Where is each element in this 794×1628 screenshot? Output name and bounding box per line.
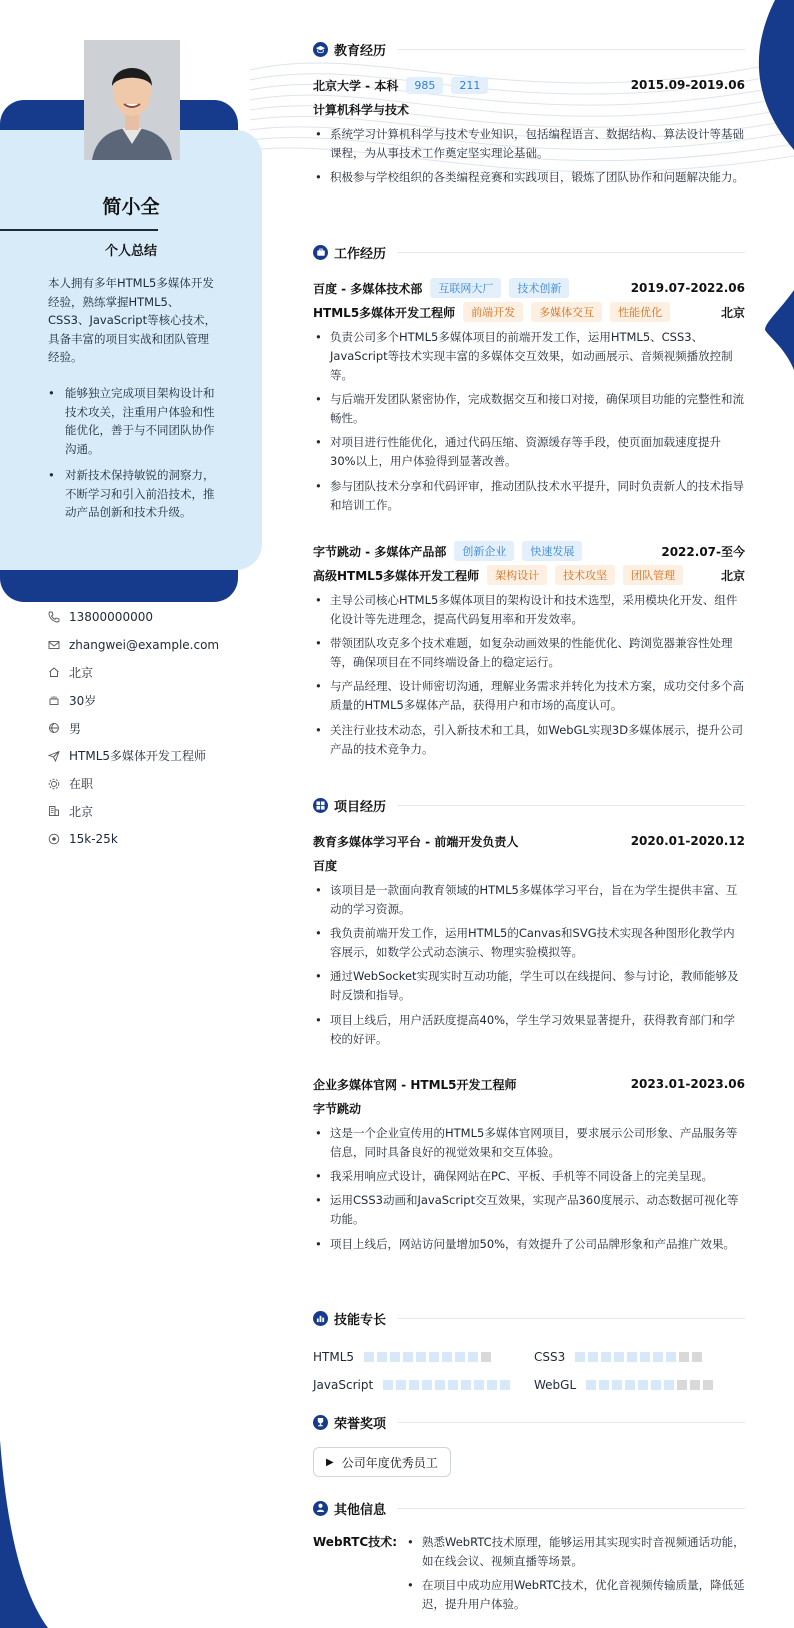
job-city: 北京 <box>720 305 745 320</box>
skill-level-square <box>390 1352 400 1362</box>
send-icon <box>48 750 60 762</box>
skill-level-square <box>468 1352 478 1362</box>
bullet-point: • 这是一个企业宣传用的HTML5多媒体官网项目，要求展示公司形象、产品服务等信息，同时具备良好的视觉效果和交互体验。 <box>313 1124 745 1162</box>
bullet-point: • 主导公司核心HTML5多媒体项目的架构设计和技术选型，采用模块化开发、组件化设计等先进理念，提高代码复用率和开发效率。 <box>313 591 745 629</box>
date-range: 2022.07-至今 <box>661 544 745 559</box>
briefcase-icon <box>313 245 328 260</box>
skill-level-square <box>429 1352 439 1362</box>
bullet-point: • 项目上线后，网站访问量增加50%，有效提升了公司品牌形象和产品推广效果。 <box>313 1235 745 1254</box>
job-title: 高级HTML5多媒体开发工程师 <box>313 568 480 583</box>
section-work <box>313 241 745 263</box>
work-entry <box>313 539 745 764</box>
skill-item <box>313 1350 494 1364</box>
contact-text: 30岁 <box>69 693 97 708</box>
tag: 211 <box>451 77 488 94</box>
work-points <box>313 328 745 515</box>
job-city: 北京 <box>720 568 745 583</box>
section-divider <box>398 1422 745 1423</box>
contact-location <box>48 659 268 687</box>
salary-icon <box>48 833 60 845</box>
bullet-point: • 对项目进行性能优化，通过代码压缩、资源缓存等手段，使页面加载速度提升30%以上，用户体验得到显著改善。 <box>313 433 745 471</box>
date-range: 2020.01-2020.12 <box>630 834 745 848</box>
skill-item <box>534 1378 716 1392</box>
skill-level-square <box>664 1380 674 1390</box>
bullet-point: • 运用CSS3动画和JavaScript交互效果，实现产品360度展示、动态数据可视化等功能。 <box>313 1191 745 1229</box>
education-entry <box>313 73 745 192</box>
name-divider <box>0 229 158 231</box>
skill-level-square <box>396 1380 406 1390</box>
bullet-point: • 与产品经理、设计师密切沟通，理解业务需求并转化为技术方案，成功交付多个高质量的HTML5多媒体产品，获得用户和市场的高度认可。 <box>313 677 745 715</box>
contact-text: 15k-25k <box>69 832 118 847</box>
status-icon <box>48 778 60 790</box>
contact-text: 男 <box>69 721 82 736</box>
skill-level-square <box>640 1352 650 1362</box>
tag: 技术攻坚 <box>555 565 615 585</box>
skill-level-square <box>403 1352 413 1362</box>
summary-point: • 能够独立完成项目架构设计和技术攻关，注重用户体验和性能优化，善于与不同团队协作沟通。 <box>48 384 218 458</box>
summary-point: • 对新技术保持敏锐的洞察力，不断学习和引入前沿技术，推动产品创新和技术升级。 <box>48 466 218 522</box>
section-other <box>313 1497 745 1519</box>
skill-level-square <box>500 1380 510 1390</box>
contact-age <box>48 686 268 714</box>
skill-level-square <box>612 1380 622 1390</box>
skill-level-square <box>461 1380 471 1390</box>
section-awards <box>313 1411 745 1433</box>
age-icon <box>48 694 60 706</box>
bullet-point: • 积极参与学校组织的各类编程竞赛和实践项目，锻炼了团队协作和问题解决能力。 <box>313 168 745 187</box>
skill-level-square <box>653 1352 663 1362</box>
skill-level-square <box>586 1380 596 1390</box>
summary-points <box>48 384 218 530</box>
skill-level-square <box>666 1352 676 1362</box>
contact-text: 北京 <box>69 665 94 680</box>
skill-level-square <box>627 1352 637 1362</box>
section-title: 教育经历 <box>334 43 387 59</box>
section-title: 技能专长 <box>334 1312 387 1328</box>
contact-work-city <box>48 798 268 826</box>
tag: 前端开发 <box>463 302 523 322</box>
section-title: 项目经历 <box>334 799 387 815</box>
skill-level-square <box>416 1352 426 1362</box>
bullet-point: • 系统学习计算机科学与技术专业知识，包括编程语言、数据结构、算法设计等基础课程，为从事技术工作奠定坚实理论基础。 <box>313 125 745 163</box>
graduation-cap-icon <box>313 42 328 57</box>
contact-salary <box>48 825 268 853</box>
section-title: 荣誉奖项 <box>334 1416 387 1432</box>
skill-level-square <box>601 1352 611 1362</box>
major: 计算机科学与技术 <box>313 102 410 117</box>
bullet-point: • 我采用响应式设计，确保网站在PC、平板、手机等不同设备上的完美呈现。 <box>313 1167 745 1186</box>
tag: 多媒体交互 <box>531 302 602 322</box>
tag: 架构设计 <box>487 565 547 585</box>
avatar <box>84 40 180 160</box>
bullet-point: • 项目上线后，用户活跃度提高40%，学生学习效果显著提升，获得教育部门和学校的好评。 <box>313 1011 745 1049</box>
skill-level-square <box>377 1352 387 1362</box>
section-divider <box>398 1508 745 1509</box>
section-projects <box>313 794 745 816</box>
trophy-icon <box>313 1415 328 1430</box>
skill-level-square <box>474 1380 484 1390</box>
skill-level-square <box>679 1352 689 1362</box>
date-range: 2015.09-2019.06 <box>630 78 745 92</box>
bullet-point: • 在项目中成功应用WebRTC技术，优化音视频传输质量，降低延迟，提升用户体验。 <box>405 1576 747 1614</box>
section-education <box>313 38 745 60</box>
tag: 985 <box>406 77 443 94</box>
contact-status <box>48 770 268 798</box>
bullet-point: • 参与团队技术分享和代码评审，推动团队技术水平提升，同时负责新人的技术指导和培训工作。 <box>313 477 745 515</box>
skill-level-square <box>442 1352 452 1362</box>
project-org: 百度 <box>313 858 338 873</box>
skill-name: WebGL <box>534 1378 577 1392</box>
gender-icon <box>48 722 60 734</box>
section-title: 工作经历 <box>334 246 387 262</box>
skill-level-square <box>625 1380 635 1390</box>
contact-position <box>48 742 268 770</box>
tag: 性能优化 <box>610 302 670 322</box>
mail-icon <box>48 639 60 651</box>
award-badge <box>313 1447 451 1477</box>
bullet-point: • 该项目是一款面向教育领域的HTML5多媒体学习平台，旨在为学生提供丰富、互动的学习资源。 <box>313 881 745 919</box>
skill-level-square <box>638 1380 648 1390</box>
project-entry <box>313 1072 745 1259</box>
skill-name: JavaScript <box>313 1378 374 1392</box>
project-points <box>313 881 745 1049</box>
section-skills <box>313 1307 745 1329</box>
skill-level-bar <box>575 1352 705 1362</box>
other-points <box>405 1533 747 1619</box>
award-label: 公司年度优秀员工 <box>341 1455 438 1470</box>
skill-item <box>313 1378 513 1392</box>
contact-phone <box>48 603 268 631</box>
tag: 技术创新 <box>509 278 569 298</box>
skill-level-square <box>677 1380 687 1390</box>
skill-name: HTML5 <box>313 1350 355 1364</box>
skill-level-square <box>435 1380 445 1390</box>
summary-text: 本人拥有多年HTML5多媒体开发经验，熟练掌握HTML5、CSS3、JavaScript等核心技术，具备丰富的项目实战和团队管理经验。 <box>48 276 217 364</box>
bullet-point: • 与后端开发团队紧密协作，完成数据交互和接口对接，确保项目功能的完整性和流畅性。 <box>313 390 745 428</box>
school-name: 北京大学 - 本科 <box>313 78 399 93</box>
date-range: 2023.01-2023.06 <box>630 1077 745 1091</box>
contact-text: zhangwei@example.com <box>69 637 220 652</box>
section-title: 其他信息 <box>334 1502 387 1518</box>
skill-level-square <box>614 1352 624 1362</box>
skill-level-square <box>703 1380 713 1390</box>
skill-level-square <box>588 1352 598 1362</box>
summary-title: 个人总结 <box>104 244 157 259</box>
contact-list <box>48 603 268 853</box>
skill-level-square <box>364 1352 374 1362</box>
contact-text: HTML5多媒体开发工程师 <box>69 749 207 764</box>
section-divider <box>398 1318 745 1319</box>
contact-text: 在职 <box>69 777 94 792</box>
tag: 互联网大厂 <box>430 278 501 298</box>
bullet-point: • 我负责前端开发工作，运用HTML5的Canvas和SVG技术实现各种图形化教学内容展示，如数学公式动态演示、物理实验模拟等。 <box>313 924 745 962</box>
project-org: 字节跳动 <box>313 1101 362 1116</box>
tag: 快速发展 <box>522 541 582 561</box>
other-label: WebRTC技术: <box>313 1535 398 1549</box>
contact-text: 13800000000 <box>69 609 153 624</box>
bar-chart-icon <box>313 1311 328 1326</box>
skill-level-square <box>481 1352 491 1362</box>
bullet-point: • 熟悉WebRTC技术原理，能够运用其实现实时音视频通话功能，如在线会议、视频直播等场景。 <box>405 1533 747 1571</box>
skill-level-square <box>575 1352 585 1362</box>
grid-icon <box>313 798 328 813</box>
skill-level-square <box>692 1352 702 1362</box>
contact-email <box>48 631 268 659</box>
skill-level-square <box>487 1380 497 1390</box>
bullet-point: • 带领团队攻克多个技术难题，如复杂动画效果的性能优化、跨浏览器兼容性处理等，确保项目在不同终端设备上的稳定运行。 <box>313 634 745 672</box>
phone-icon <box>48 611 60 623</box>
project-entry <box>313 829 745 1054</box>
section-divider <box>398 49 745 50</box>
skill-level-square <box>690 1380 700 1390</box>
skill-level-square <box>599 1380 609 1390</box>
bullet-point: • 通过WebSocket实现实时互动功能，学生可以在线提问、参与讨论，教师能够及时反馈和指导。 <box>313 967 745 1005</box>
skill-level-square <box>448 1380 458 1390</box>
project-points <box>313 1124 745 1254</box>
bullet-point: • 关注行业技术动态，引入新技术和工具，如WebGL实现3D多媒体展示，提升公司产品的技术竞争力。 <box>313 721 745 759</box>
contact-text: 北京 <box>69 804 94 819</box>
company-name: 百度 - 多媒体技术部 <box>313 281 423 296</box>
company-name: 字节跳动 - 多媒体产品部 <box>313 544 447 559</box>
skill-name: CSS3 <box>534 1350 566 1364</box>
play-icon: ▶ <box>326 1456 334 1468</box>
skill-level-square <box>409 1380 419 1390</box>
candidate-name: 简小全 <box>102 196 160 218</box>
skill-item <box>534 1350 705 1364</box>
work-points <box>313 591 745 759</box>
skill-level-square <box>383 1380 393 1390</box>
skill-level-square <box>651 1380 661 1390</box>
work-entry <box>313 276 745 520</box>
tag: 创新企业 <box>454 541 514 561</box>
date-range: 2019.07-2022.06 <box>630 281 745 295</box>
project-title: 企业多媒体官网 - HTML5开发工程师 <box>313 1077 517 1092</box>
section-divider <box>398 805 745 806</box>
contact-gender <box>48 714 268 742</box>
section-divider <box>398 252 745 253</box>
skill-level-bar <box>383 1380 513 1390</box>
skill-level-bar <box>586 1380 716 1390</box>
user-icon <box>313 1501 328 1516</box>
building-icon <box>48 805 60 817</box>
skill-level-square <box>422 1380 432 1390</box>
project-title: 教育多媒体学习平台 - 前端开发负责人 <box>313 834 519 849</box>
bullet-point: • 负责公司多个HTML5多媒体项目的前端开发工作，运用HTML5、CSS3、JavaScript等技术实现丰富的多媒体交互效果，如动画展示、音频视频播放控制等。 <box>313 328 745 385</box>
education-points <box>313 125 745 187</box>
skill-level-bar <box>364 1352 494 1362</box>
skill-level-square <box>455 1352 465 1362</box>
tag: 团队管理 <box>623 565 683 585</box>
home-icon <box>48 666 60 678</box>
job-title: HTML5多媒体开发工程师 <box>313 305 456 320</box>
